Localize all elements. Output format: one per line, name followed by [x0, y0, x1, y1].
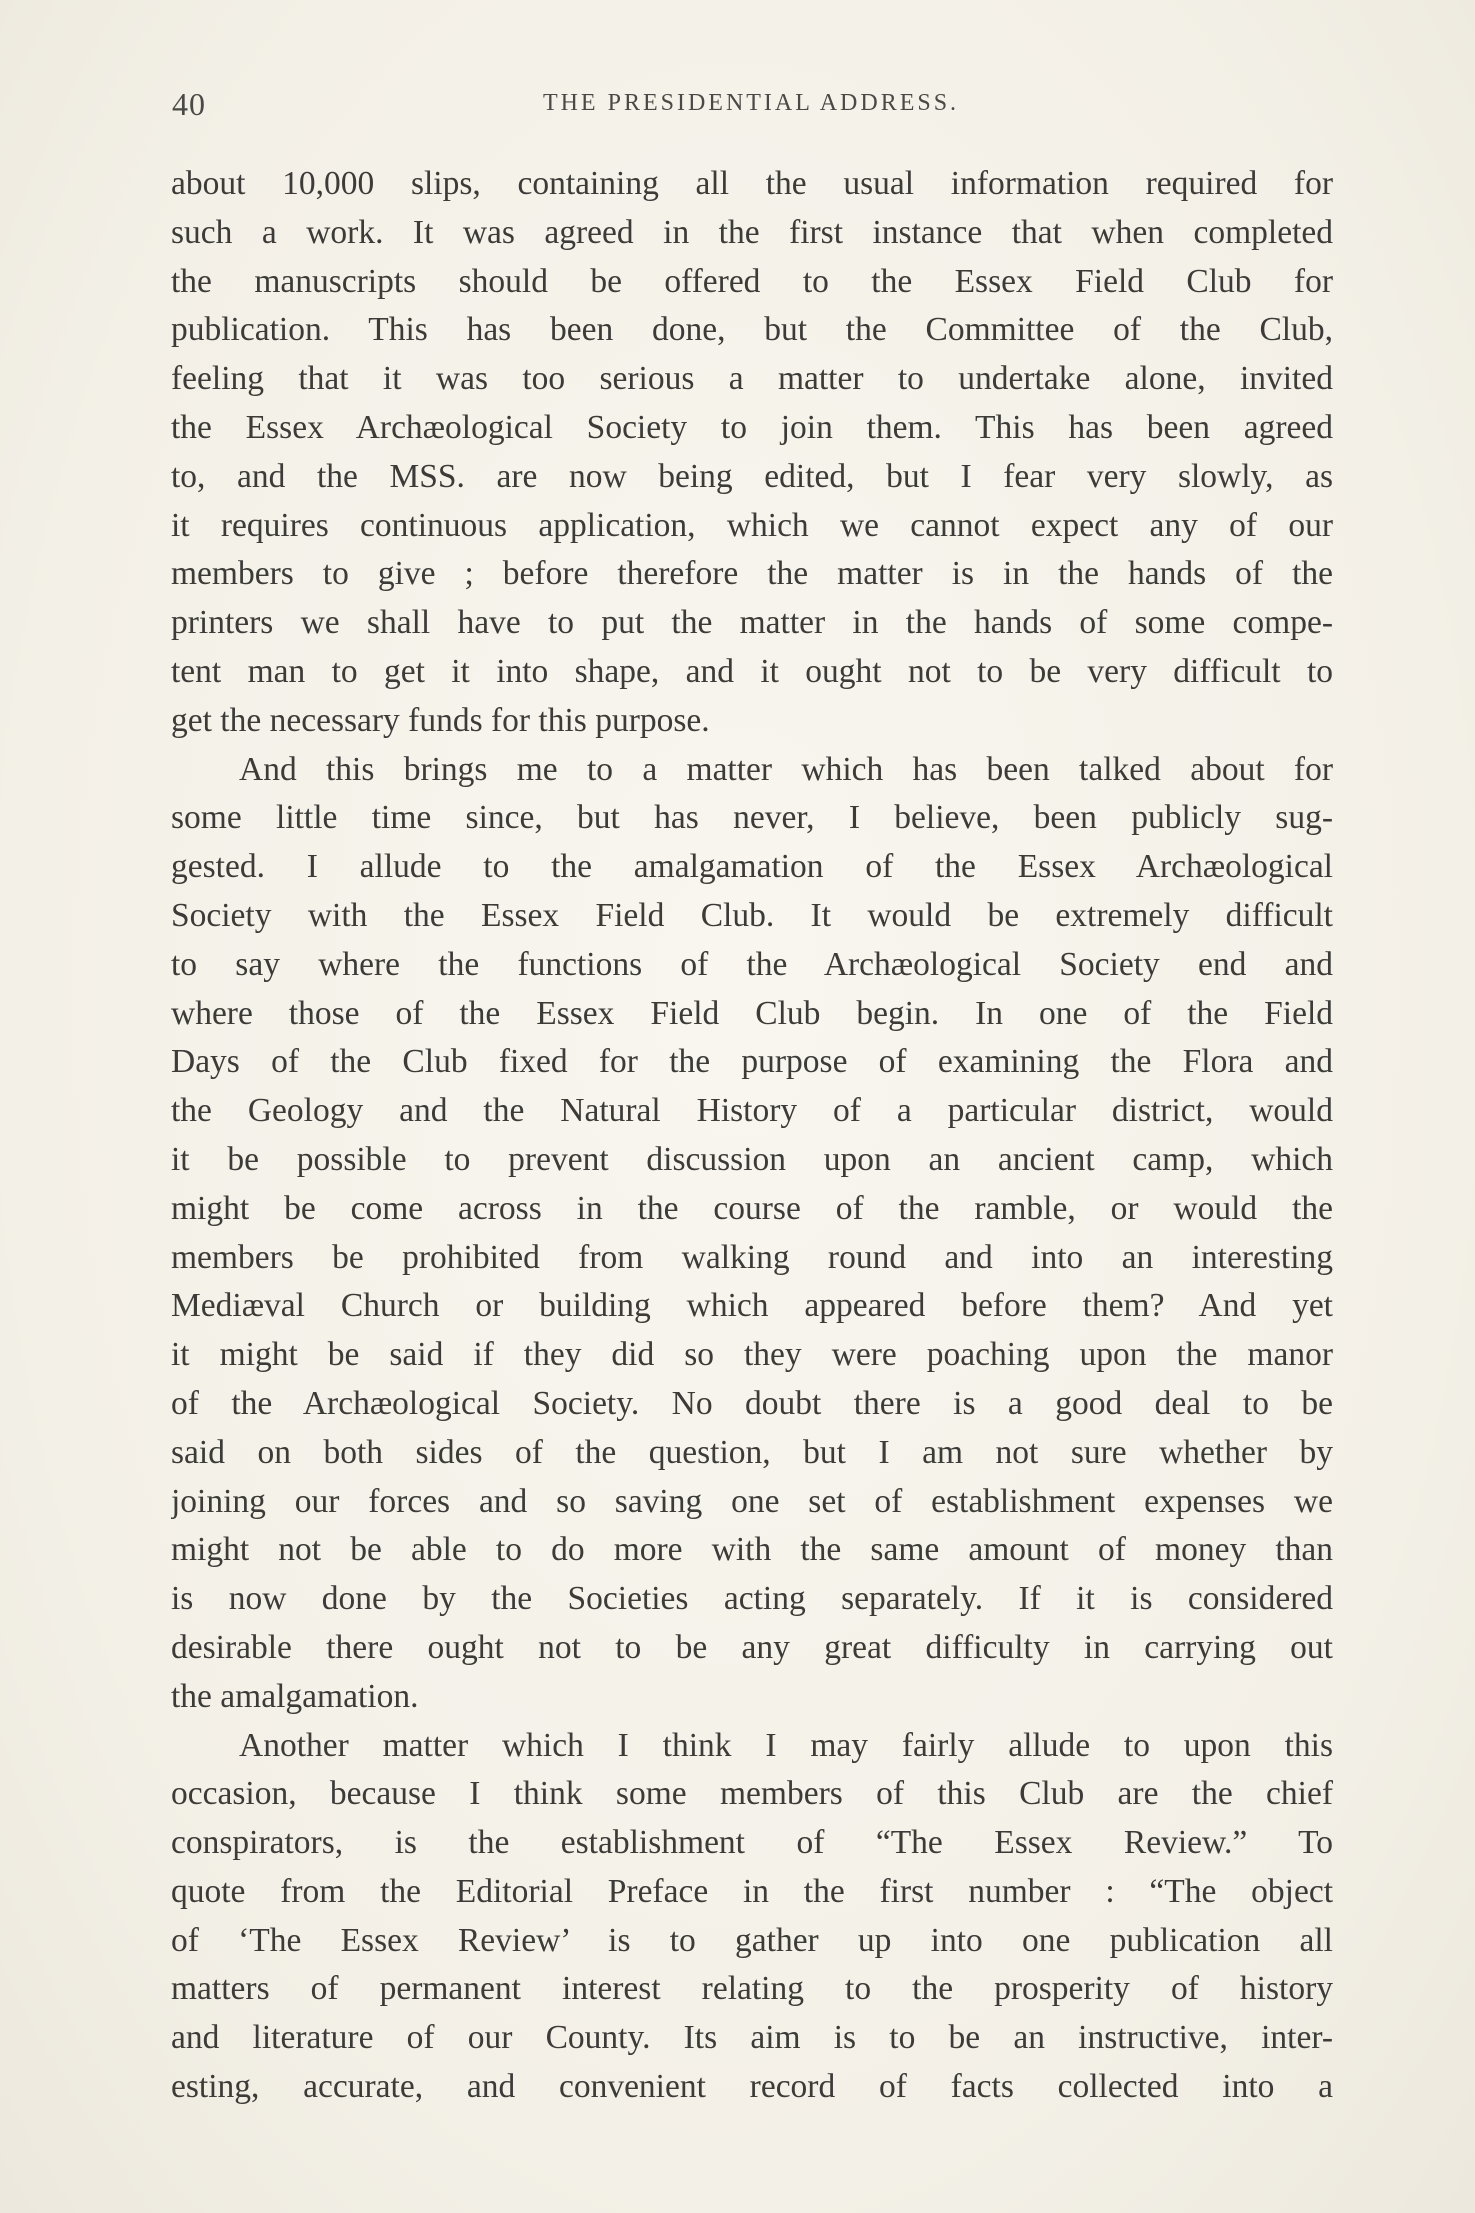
text-line: gested. I allude to the amalgamation of the Essex Archæological: [171, 848, 1333, 886]
text-line: feeling that it was too serious a matter to undertake alone, invited: [171, 360, 1333, 398]
text-line: the Essex Archæological Society to join them. This has been agreed: [171, 408, 1333, 446]
text-line: said on both sides of the question, but I am not sure whether by: [171, 1433, 1333, 1471]
text-line: publication. This has been done, but the Committee of the Club,: [171, 311, 1333, 349]
text-line: get the necessary funds for this purpose.: [171, 701, 710, 739]
text-line: members to give ; before therefore the matter is in the hands of the: [171, 555, 1333, 593]
text-line: Another matter which I think I may fairly allude to upon this: [239, 1726, 1333, 1764]
text-line: the amalgamation.: [171, 1677, 419, 1715]
text-line: it be possible to prevent discussion upon an ancient camp, which: [171, 1140, 1333, 1178]
text-line: And this brings me to a matter which has been talked about for: [239, 750, 1333, 788]
body-text: [171, 160, 1333, 2112]
text-line: members be prohibited from walking round and into an interesting: [171, 1238, 1333, 1276]
text-line: and literature of our County. Its aim is to be an instructive, inter-: [171, 2019, 1333, 2057]
text-line: where those of the Essex Field Club begin. In one of the Field: [171, 994, 1333, 1032]
text-line: to say where the functions of the Archæological Society end and: [171, 945, 1333, 983]
text-line: Days of the Club fixed for the purpose of examining the Flora and: [171, 1043, 1333, 1081]
text-line: conspirators, is the establishment of “The Essex Review.” To: [171, 1824, 1333, 1862]
text-line: about 10,000 slips, containing all the usual information required for: [171, 165, 1333, 202]
text-line: might be come across in the course of the ramble, or would the: [171, 1189, 1333, 1227]
text-line: Society with the Essex Field Club. It would be extremely difficult: [171, 896, 1333, 934]
text-line: the manuscripts should be offered to the Essex Field Club for: [171, 262, 1333, 300]
text-line: is now done by the Societies acting separately. If it is considered: [171, 1580, 1333, 1618]
text-line: the Geology and the Natural History of a particular district, would: [171, 1092, 1333, 1130]
text-line: esting, accurate, and convenient record of facts collected into a: [171, 2068, 1333, 2106]
text-line: quote from the Editorial Preface in the first number : “The object: [171, 1872, 1333, 1910]
text-line: Mediæval Church or building which appeared before them? And yet: [171, 1287, 1333, 1325]
text-line: it requires continuous application, which we cannot expect any of our: [171, 506, 1333, 544]
text-line: occasion, because I think some members of this Club are the chief: [171, 1775, 1333, 1813]
page-number: 40: [172, 86, 206, 122]
text-line: it might be said if they did so they were poaching upon the manor: [171, 1336, 1333, 1374]
running-title: THE PRESIDENTIAL ADDRESS.: [542, 90, 960, 116]
running-head: [170, 86, 1332, 126]
text-line: some little time since, but has never, I believe, been publicly sug-: [171, 799, 1333, 837]
text-line: desirable there ought not to be any great difficulty in carrying out: [171, 1628, 1333, 1666]
text-line: such a work. It was agreed in the first instance that when completed: [171, 213, 1333, 251]
text-line: matters of permanent interest relating to the prosperity of history: [171, 1970, 1333, 2008]
text-line: to, and the MSS. are now being edited, but I fear very slowly, as: [171, 457, 1333, 495]
text-line: printers we shall have to put the matter in the hands of some compe-: [171, 604, 1333, 642]
text-line: joining our forces and so saving one set of establishment expenses we: [171, 1482, 1333, 1520]
text-line: of the Archæological Society. No doubt there is a good deal to be: [171, 1384, 1333, 1422]
text-line: might not be able to do more with the same amount of money than: [171, 1531, 1333, 1569]
text-line: of ‘The Essex Review’ is to gather up into one publication all: [171, 1921, 1333, 1959]
text-line: tent man to get it into shape, and it ought not to be very difficult to: [171, 652, 1333, 690]
